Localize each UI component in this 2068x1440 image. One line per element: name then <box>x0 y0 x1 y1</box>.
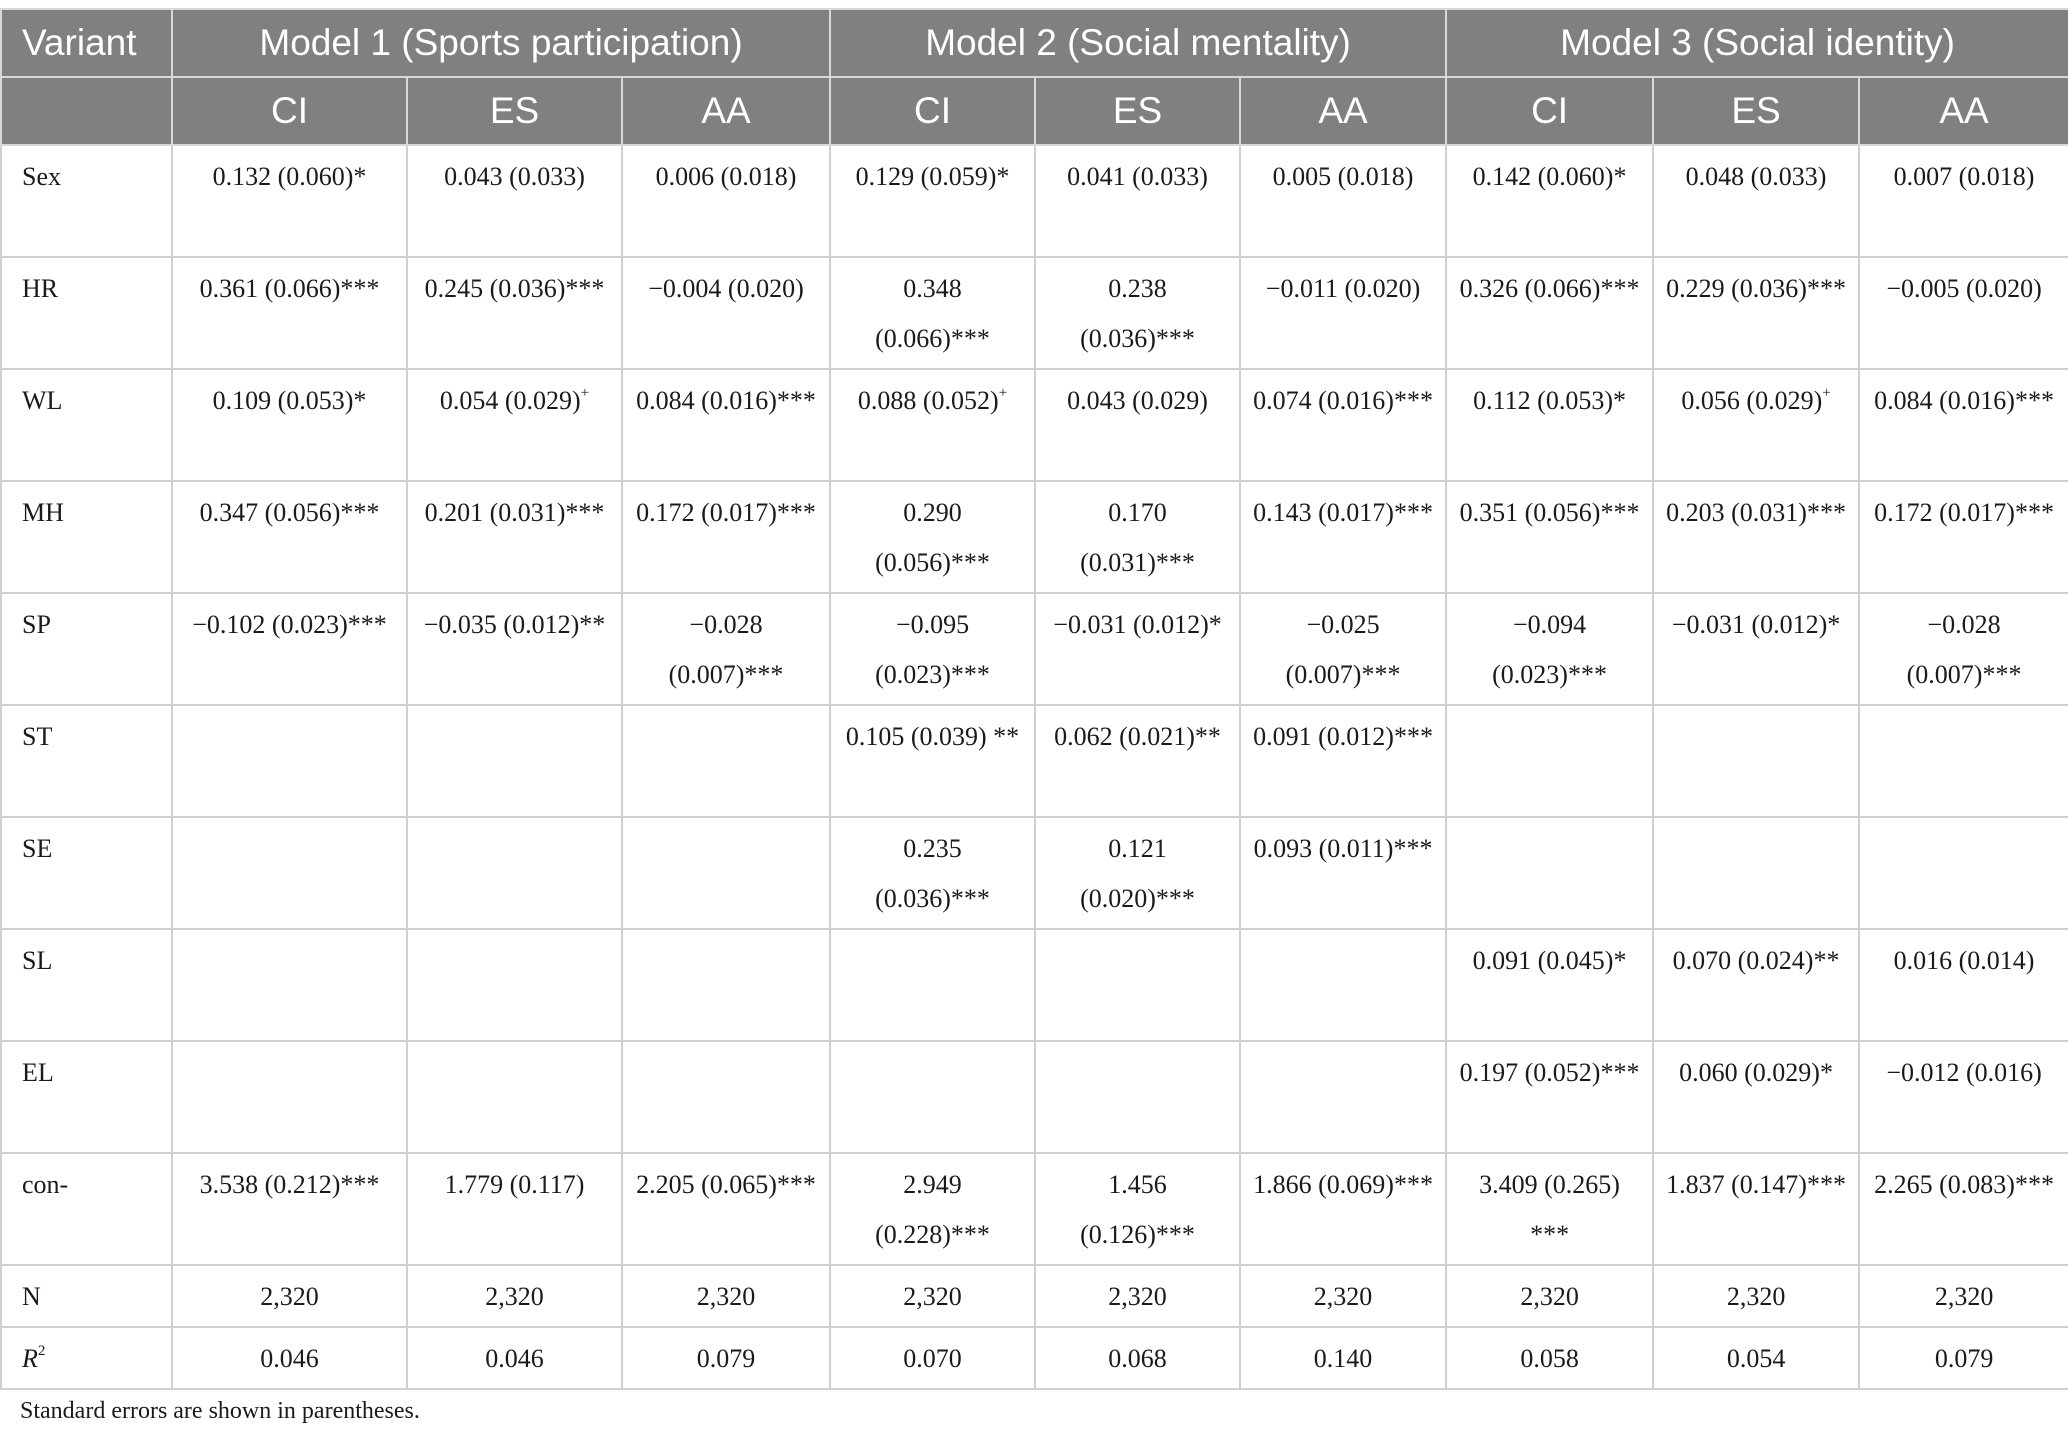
table-cell: 0.197 (0.052)*** <box>1446 1041 1653 1153</box>
table-cell: 0.016 (0.014) <box>1859 929 2068 1041</box>
subheader-es: ES <box>407 77 622 145</box>
subheader-ci: CI <box>1446 77 1653 145</box>
table-row <box>1 257 2068 369</box>
table-cell: −0.031 (0.012)* <box>1653 593 1859 705</box>
table-cell <box>172 817 407 929</box>
table-cell: 0.245 (0.036)*** <box>407 257 622 369</box>
table-cell: 0.046 <box>407 1327 622 1389</box>
table-cell: 0.007 (0.018) <box>1859 145 2068 257</box>
header-model-1: Model 1 (Sports participation) <box>172 9 830 77</box>
table-cell: −0.028 (0.007)*** <box>622 593 830 705</box>
subheader-es: ES <box>1035 77 1240 145</box>
table-row <box>1 369 2068 481</box>
table-row <box>1 593 2068 705</box>
row-label: SE <box>1 817 172 929</box>
table-cell: 0.129 (0.059)* <box>830 145 1035 257</box>
table-cell: 0.043 (0.029) <box>1035 369 1240 481</box>
table-cell: 0.046 <box>172 1327 407 1389</box>
table-cell: 0.060 (0.029)* <box>1653 1041 1859 1153</box>
table-cell: −0.094 (0.023)*** <box>1446 593 1653 705</box>
table-cell: 0.056 (0.029)+ <box>1653 369 1859 481</box>
table-cell: 2,320 <box>1446 1265 1653 1327</box>
table-cell: 1.456 (0.126)*** <box>1035 1153 1240 1265</box>
table-cell: 0.005 (0.018) <box>1240 145 1446 257</box>
table-row <box>1 145 2068 257</box>
row-label: con- <box>1 1153 172 1265</box>
table-cell: 2,320 <box>1035 1265 1240 1327</box>
table-cell: 0.172 (0.017)*** <box>1859 481 2068 593</box>
row-label: ST <box>1 705 172 817</box>
table-cell: 0.143 (0.017)*** <box>1240 481 1446 593</box>
table-cell <box>1240 1041 1446 1153</box>
table-cell <box>622 1041 830 1153</box>
row-label: N <box>1 1265 172 1327</box>
table-cell: 0.351 (0.056)*** <box>1446 481 1653 593</box>
table-cell: 0.058 <box>1446 1327 1653 1389</box>
table-cell <box>407 1041 622 1153</box>
table-cell: 2.265 (0.083)*** <box>1859 1153 2068 1265</box>
table-cell: 0.203 (0.031)*** <box>1653 481 1859 593</box>
table-cell: 2,320 <box>1859 1265 2068 1327</box>
table-cell: 0.109 (0.053)* <box>172 369 407 481</box>
table-cell: 0.079 <box>1859 1327 2068 1389</box>
table-cell: 0.091 (0.012)*** <box>1240 705 1446 817</box>
table-cell: −0.035 (0.012)** <box>407 593 622 705</box>
table-cell <box>407 705 622 817</box>
table-cell: 0.006 (0.018) <box>622 145 830 257</box>
row-label: WL <box>1 369 172 481</box>
table-cell: 1.779 (0.117) <box>407 1153 622 1265</box>
table-cell <box>1035 1041 1240 1153</box>
table-cell: −0.011 (0.020) <box>1240 257 1446 369</box>
table-row <box>1 1265 2068 1327</box>
table-cell: 2,320 <box>407 1265 622 1327</box>
table-cell: 2,320 <box>1653 1265 1859 1327</box>
table-row <box>1 1153 2068 1265</box>
table-footnote: Standard errors are shown in parentheses. <box>20 1398 420 1424</box>
table-cell: 0.088 (0.052)+ <box>830 369 1035 481</box>
table-cell <box>1446 817 1653 929</box>
table-cell <box>622 929 830 1041</box>
subheader-es: ES <box>1653 77 1859 145</box>
table-cell: 2,320 <box>172 1265 407 1327</box>
table-cell: 0.043 (0.033) <box>407 145 622 257</box>
table-cell: 0.121 (0.020)*** <box>1035 817 1240 929</box>
table-cell: −0.028 (0.007)*** <box>1859 593 2068 705</box>
table-cell: −0.025 (0.007)*** <box>1240 593 1446 705</box>
table-cell <box>1240 929 1446 1041</box>
table-cell <box>830 929 1035 1041</box>
table-cell: −0.005 (0.020) <box>1859 257 2068 369</box>
table-cell: 0.326 (0.066)*** <box>1446 257 1653 369</box>
table-cell: 2,320 <box>830 1265 1035 1327</box>
header-model-3: Model 3 (Social identity) <box>1446 9 2068 77</box>
table-cell: 0.238 (0.036)*** <box>1035 257 1240 369</box>
regression-table <box>0 8 2068 1390</box>
plus-mark: + <box>580 385 590 402</box>
table-cell <box>1859 817 2068 929</box>
table-cell: 0.084 (0.016)*** <box>1859 369 2068 481</box>
table-cell: 0.062 (0.021)** <box>1035 705 1240 817</box>
table-row <box>1 705 2068 817</box>
table-row <box>1 929 2068 1041</box>
table-cell: 0.068 <box>1035 1327 1240 1389</box>
table-cell <box>1859 705 2068 817</box>
table-cell: 3.409 (0.265) *** <box>1446 1153 1653 1265</box>
row-label: MH <box>1 481 172 593</box>
row-label: Sex <box>1 145 172 257</box>
table-cell: 0.290 (0.056)*** <box>830 481 1035 593</box>
subheader-aa: AA <box>1859 77 2068 145</box>
table-cell: 0.048 (0.033) <box>1653 145 1859 257</box>
table-cell: 0.172 (0.017)*** <box>622 481 830 593</box>
table-cell <box>1446 705 1653 817</box>
plus-mark: + <box>1822 385 1831 402</box>
table-cell: 0.091 (0.045)* <box>1446 929 1653 1041</box>
table-cell: 2,320 <box>1240 1265 1446 1327</box>
table-cell: 0.201 (0.031)*** <box>407 481 622 593</box>
table-cell: 1.866 (0.069)*** <box>1240 1153 1446 1265</box>
table-cell <box>172 929 407 1041</box>
table-cell: 0.348 (0.066)*** <box>830 257 1035 369</box>
table-row <box>1 481 2068 593</box>
table-cell: 0.054 <box>1653 1327 1859 1389</box>
table-cell <box>622 817 830 929</box>
table-cell: 0.070 (0.024)** <box>1653 929 1859 1041</box>
header-variant: Variant <box>1 9 172 77</box>
table-cell: 2,320 <box>622 1265 830 1327</box>
table-cell: 0.142 (0.060)* <box>1446 145 1653 257</box>
table-cell: 0.105 (0.039) ** <box>830 705 1035 817</box>
table-cell <box>407 817 622 929</box>
table-cell <box>1653 705 1859 817</box>
subheader-ci: CI <box>830 77 1035 145</box>
table-cell <box>172 705 407 817</box>
row-label: SP <box>1 593 172 705</box>
table-cell: −0.031 (0.012)* <box>1035 593 1240 705</box>
table-cell: 0.079 <box>622 1327 830 1389</box>
table-cell: 0.041 (0.033) <box>1035 145 1240 257</box>
row-label-r-squared: $R^2$ <box>1 1327 172 1389</box>
table-cell: 3.538 (0.212)*** <box>172 1153 407 1265</box>
table-row <box>1 1327 2068 1389</box>
subheader-ci: CI <box>172 77 407 145</box>
row-label: EL <box>1 1041 172 1153</box>
table-cell <box>407 929 622 1041</box>
table-cell <box>1653 817 1859 929</box>
table-cell: −0.004 (0.020) <box>622 257 830 369</box>
table-cell: −0.102 (0.023)*** <box>172 593 407 705</box>
header-blank <box>1 77 172 145</box>
table-cell: 0.170 (0.031)*** <box>1035 481 1240 593</box>
plus-mark: + <box>998 385 1008 402</box>
table-cell: 0.229 (0.036)*** <box>1653 257 1859 369</box>
table-cell: −0.012 (0.016) <box>1859 1041 2068 1153</box>
table-cell <box>172 1041 407 1153</box>
table-cell: 0.235 (0.036)*** <box>830 817 1035 929</box>
table-cell: 0.054 (0.029)+ <box>407 369 622 481</box>
row-label: SL <box>1 929 172 1041</box>
table-cell: 2.949 (0.228)*** <box>830 1153 1035 1265</box>
table-cell: 0.074 (0.016)*** <box>1240 369 1446 481</box>
table-cell <box>622 705 830 817</box>
table-cell: 0.070 <box>830 1327 1035 1389</box>
header-model-2: Model 2 (Social mentality) <box>830 9 1446 77</box>
table-cell: 0.093 (0.011)*** <box>1240 817 1446 929</box>
table-cell: 2.205 (0.065)*** <box>622 1153 830 1265</box>
table-cell: −0.095 (0.023)*** <box>830 593 1035 705</box>
table-cell: 0.347 (0.056)*** <box>172 481 407 593</box>
subheader-aa: AA <box>1240 77 1446 145</box>
table-row <box>1 817 2068 929</box>
row-label: HR <box>1 257 172 369</box>
table-cell: 0.112 (0.053)* <box>1446 369 1653 481</box>
table-cell: 0.132 (0.060)* <box>172 145 407 257</box>
table-cell: 0.084 (0.016)*** <box>622 369 830 481</box>
table-cell: 0.140 <box>1240 1327 1446 1389</box>
table-cell <box>1035 929 1240 1041</box>
table-row <box>1 1041 2068 1153</box>
subheader-aa: AA <box>622 77 830 145</box>
table-cell <box>830 1041 1035 1153</box>
table-cell: 0.361 (0.066)*** <box>172 257 407 369</box>
table-cell: 1.837 (0.147)*** <box>1653 1153 1859 1265</box>
